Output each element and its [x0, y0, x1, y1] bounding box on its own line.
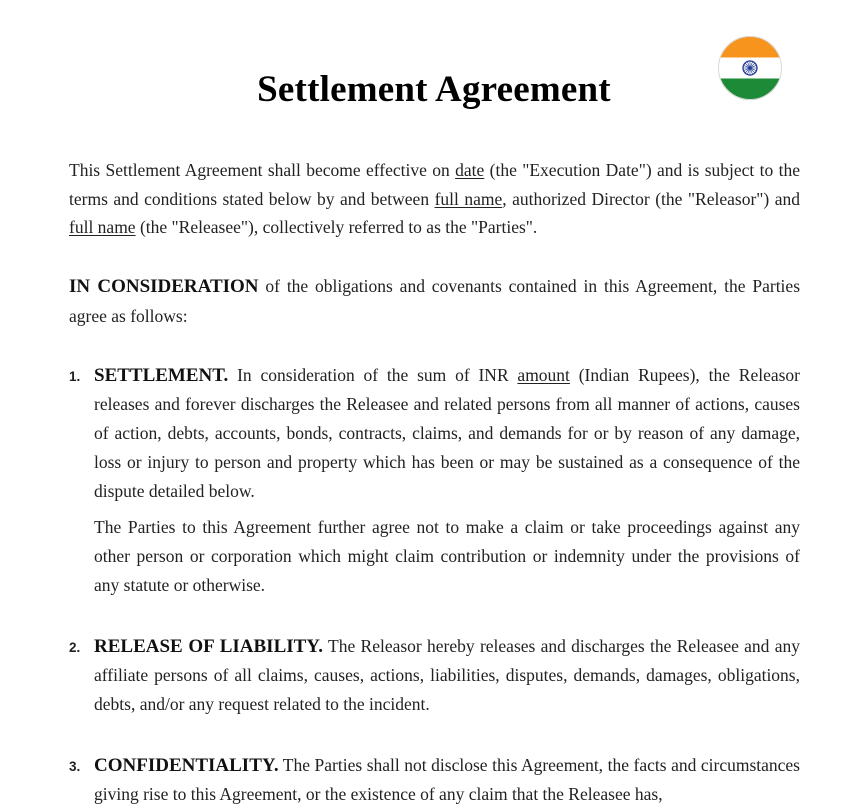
section-number: 2. — [69, 640, 81, 655]
intro-paragraph — [69, 156, 800, 242]
section-heading: RELEASE OF LIABILITY. — [94, 636, 324, 657]
section-body — [94, 632, 800, 719]
consideration-text: of the obligations and covenants contained in this Agreement, the Parties agree as follows: — [69, 276, 800, 326]
consideration-lead: IN CONSIDERATION — [69, 276, 259, 297]
section-number: 3. — [69, 759, 81, 774]
section-number: 1. — [69, 369, 81, 384]
section-paragraph — [94, 361, 800, 506]
section-paragraph: The Parties to this Agreement further agree not to make a claim or take proceedings against any other person or corporation which might claim contribution or indemnity under the provisions of any statute or otherwise. — [94, 517, 800, 595]
releasee-name-field[interactable]: full name — [69, 217, 136, 237]
section-heading: CONFIDENTIALITY. — [94, 755, 279, 776]
section-text: In consideration of the sum of INR — [228, 365, 518, 385]
section-body — [94, 751, 800, 809]
section-text: (Indian Rupees), the Releasor releases and forever discharges the Releasee and related persons from all manner of actions, causes of action, debts, accounts, bonds, contracts, claims, and demands for or by reason of any damage, loss or injury to person and property which has been or may be sustained as a consequence of the dispute detailed below. — [94, 365, 800, 501]
section-heading: SETTLEMENT. — [94, 365, 229, 386]
section-text: The Releasor hereby releases and discharges the Releasee and any affiliate persons of all claims, causes, actions, liabilities, disputes, demands, damages, obligations, debts, and/or any request related to the incident. — [94, 636, 800, 714]
intro-text: , authorized Director (the "Releasor") and — [502, 188, 800, 209]
section-paragraph — [94, 632, 800, 719]
document-title: Settlement Agreement — [257, 69, 611, 110]
date-field[interactable]: date — [455, 160, 485, 180]
consideration-paragraph — [69, 272, 800, 330]
releasor-name-field[interactable]: full name — [434, 188, 503, 209]
intro-text: (the "Releasee"), collectively referred to as the "Parties". — [135, 217, 538, 237]
intro-text: This Settlement Agreement shall become effective on — [69, 160, 456, 180]
amount-field[interactable]: amount — [517, 365, 570, 385]
section-body — [94, 361, 800, 600]
section-text: The Parties shall not disclose this Agreement, the facts and circumstances giving rise to this Agreement, or the existence of any claim that the Releasee has, — [94, 755, 800, 804]
intro-text: (the "Execution Date") and is subject to the terms and conditions stated below by and between — [69, 160, 800, 209]
section-paragraph — [94, 751, 800, 809]
